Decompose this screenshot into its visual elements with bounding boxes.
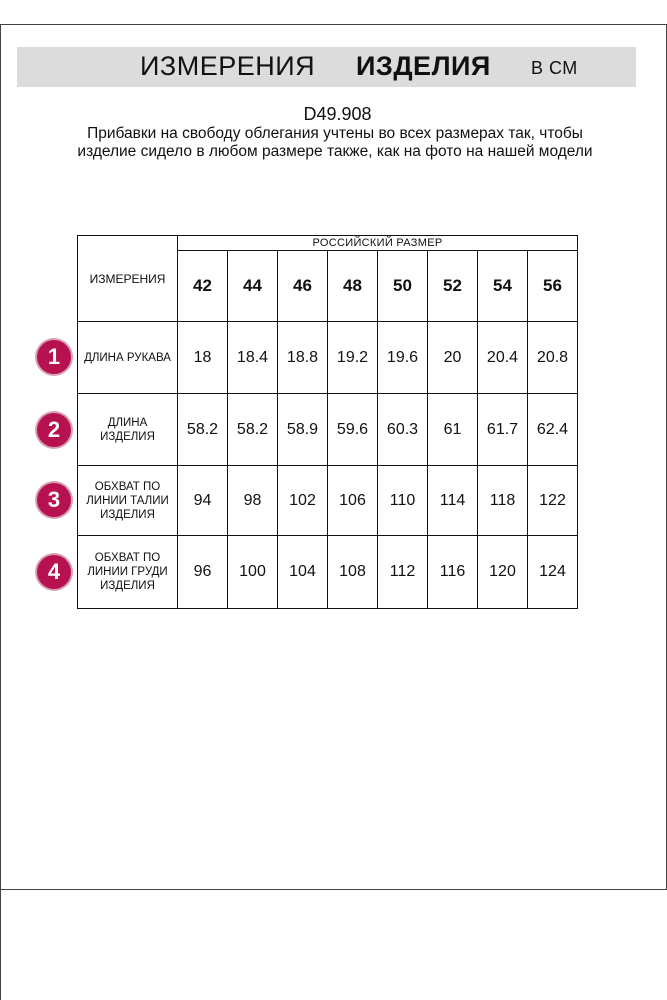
- row-number-badge: 3: [37, 483, 71, 517]
- row-number-badge: 4: [37, 555, 71, 589]
- value-cell: 58.2: [228, 394, 278, 466]
- value-cell: 58.2: [178, 394, 228, 466]
- row-label: ОБХВАТ ПО ЛИНИИ ГРУДИ ИЗДЕЛИЯ: [78, 536, 178, 609]
- row-label: ДЛИНА РУКАВА: [78, 322, 178, 394]
- row-number-badge: 2: [37, 413, 71, 447]
- value-cell: 118: [478, 466, 528, 536]
- value-cell: 20: [428, 322, 478, 394]
- value-cell: 124: [528, 536, 578, 609]
- title-main: ИЗМЕРЕНИЯ: [140, 51, 316, 81]
- value-cell: 19.2: [328, 322, 378, 394]
- value-cell: 112: [378, 536, 428, 609]
- title-unit: В СМ: [531, 58, 578, 78]
- table-row: [78, 536, 578, 609]
- table-row: [78, 466, 578, 536]
- size-header: 42: [178, 251, 228, 322]
- table-row: [78, 322, 578, 394]
- value-cell: 18: [178, 322, 228, 394]
- value-cell: 58.9: [278, 394, 328, 466]
- value-cell: 120: [478, 536, 528, 609]
- value-cell: 59.6: [328, 394, 378, 466]
- value-cell: 100: [228, 536, 278, 609]
- value-cell: 106: [328, 466, 378, 536]
- size-header: 50: [378, 251, 428, 322]
- size-table: [77, 235, 578, 609]
- value-cell: 114: [428, 466, 478, 536]
- size-group-header: РОССИЙСКИЙ РАЗМЕР: [178, 236, 578, 251]
- value-cell: 61.7: [478, 394, 528, 466]
- value-cell: 96: [178, 536, 228, 609]
- fit-note: Прибавки на свободу облегания учтены во всех размерах так, чтобы изделие сидело в любом размере также, как на фото на нашей модели: [77, 125, 593, 160]
- table-row: [78, 394, 578, 466]
- size-header: 54: [478, 251, 528, 322]
- row-label: ДЛИНА ИЗДЕЛИЯ: [78, 394, 178, 466]
- value-cell: 116: [428, 536, 478, 609]
- value-cell: 19.6: [378, 322, 428, 394]
- value-cell: 62.4: [528, 394, 578, 466]
- measure-header: ИЗМЕРЕНИЯ: [78, 236, 178, 322]
- size-header: 48: [328, 251, 378, 322]
- row-label: ОБХВАТ ПО ЛИНИИ ТАЛИИ ИЗДЕЛИЯ: [78, 466, 178, 536]
- size-header: 52: [428, 251, 478, 322]
- title-bold: ИЗДЕЛИЯ: [356, 51, 491, 81]
- value-cell: 61: [428, 394, 478, 466]
- value-cell: 122: [528, 466, 578, 536]
- value-cell: 20.8: [528, 322, 578, 394]
- value-cell: 94: [178, 466, 228, 536]
- article-number: D49.908: [303, 104, 372, 124]
- value-cell: 104: [278, 536, 328, 609]
- size-header: 46: [278, 251, 328, 322]
- row-number-badge: 1: [37, 340, 71, 374]
- value-cell: 18.8: [278, 322, 328, 394]
- value-cell: 102: [278, 466, 328, 536]
- size-header: 44: [228, 251, 278, 322]
- value-cell: 18.4: [228, 322, 278, 394]
- size-header: 56: [528, 251, 578, 322]
- value-cell: 108: [328, 536, 378, 609]
- value-cell: 20.4: [478, 322, 528, 394]
- page-left-border: [0, 24, 1, 1000]
- value-cell: 98: [228, 466, 278, 536]
- value-cell: 60.3: [378, 394, 428, 466]
- value-cell: 110: [378, 466, 428, 536]
